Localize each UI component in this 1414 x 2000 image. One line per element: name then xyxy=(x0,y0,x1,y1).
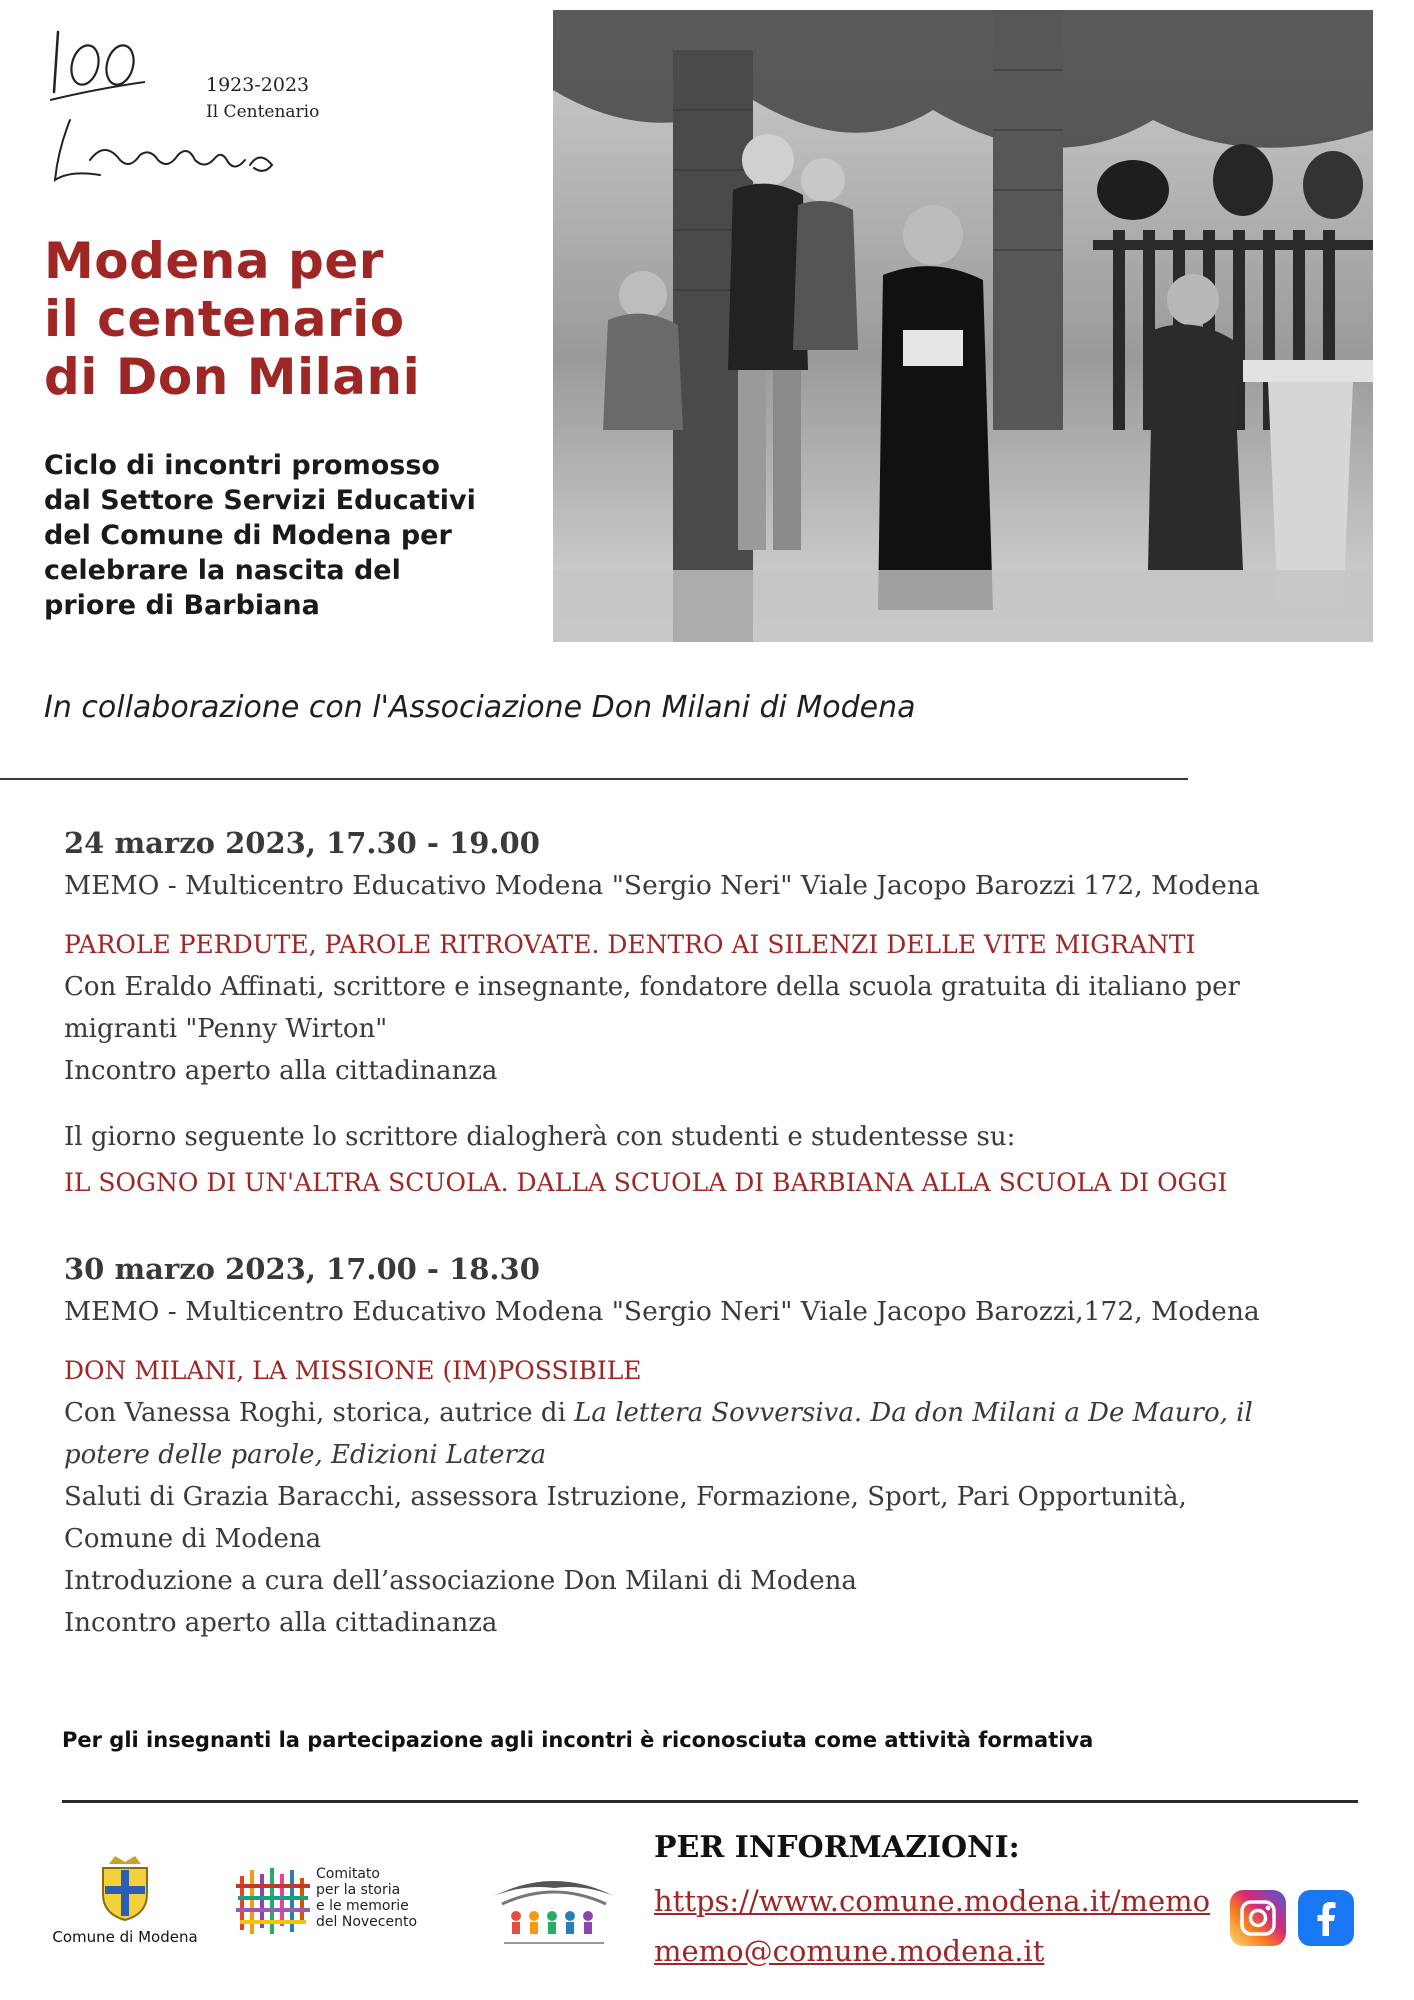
associazione-don-milani-logo xyxy=(484,1866,624,1956)
subtitle-line: Ciclo di incontri promosso xyxy=(44,450,440,481)
comitato-grid-icon xyxy=(236,1866,312,1936)
centenary-years: 1923-2023 xyxy=(206,74,310,96)
comune-di-modena-logo xyxy=(40,1856,210,1956)
event1-followup-title: IL SOGNO DI UN'ALTRA SCUOLA. DALLA SCUOLA DI BARBIANA ALLA SCUOLA DI OGGI xyxy=(64,1168,1228,1197)
collaboration-line: In collaborazione con l'Associazione Don Milani di Modena xyxy=(44,690,916,725)
event2-intro: Introduzione a cura dell’associazione Don Milani di Modena xyxy=(64,1566,857,1596)
instagram-icon[interactable] xyxy=(1230,1890,1286,1946)
event2-greetings: Saluti di Grazia Baracchi, assessora Istruzione, Formazione, Sport, Pari Opportunità, Comune di Modena xyxy=(64,1482,1187,1554)
website-link[interactable]: https://www.comune.modena.it/memo xyxy=(654,1884,1211,1918)
event2-date: 30 marzo 2023, 17.00 - 18.30 xyxy=(64,1252,540,1286)
comune-logo-caption: Comune di Modena xyxy=(52,1928,198,1946)
divider xyxy=(0,778,1188,780)
event2-open: Incontro aperto alla cittadinanza xyxy=(64,1608,498,1638)
subtitle-line: del Comune di Modena per xyxy=(44,520,452,551)
event1-speaker: Con Eraldo Affinati, scrittore e insegnante, fondatore della scuola gratuita di italiano per migranti "Penny Wirton" xyxy=(64,972,1240,1044)
event1-place: MEMO - Multicentro Educativo Modena "Sergio Neri" Viale Jacopo Barozzi 172, Modena xyxy=(64,870,1260,901)
title-line: di Don Milani xyxy=(44,348,421,406)
comitato-logo xyxy=(236,1866,436,1946)
event2-title: DON MILANI, LA MISSIONE (IM)POSSIBILE xyxy=(64,1356,642,1385)
event2-details xyxy=(64,1392,1304,1644)
facebook-icon[interactable] xyxy=(1298,1890,1354,1946)
event1-open: Incontro aperto alla cittadinanza xyxy=(64,1056,498,1086)
comitato-line: per la storia xyxy=(316,1882,401,1898)
comitato-line: Comitato xyxy=(316,1866,380,1882)
event1-details xyxy=(64,966,1294,1092)
info-heading: PER INFORMAZIONI: xyxy=(654,1830,1020,1865)
historic-photo xyxy=(553,10,1373,642)
event1-title: PAROLE PERDUTE, PAROLE RITROVATE. DENTRO AI SILENZI DELLE VITE MIGRANTI xyxy=(64,930,1196,959)
event1-followup: Il giorno seguente lo scrittore dialogherà con studenti e studentesse su: xyxy=(64,1122,1016,1152)
event1-date: 24 marzo 2023, 17.30 - 19.00 xyxy=(64,826,540,860)
subtitle-line: celebrare la nascita del xyxy=(44,555,401,586)
subtitle-line: dal Settore Servizi Educativi xyxy=(44,485,476,516)
event2-speaker xyxy=(64,1392,1304,1476)
coat-of-arms-icon xyxy=(95,1856,155,1922)
teacher-note: Per gli insegnanti la partecipazione agli incontri è riconosciuta come attività formativa xyxy=(62,1728,1094,1752)
centenary-label: Il Centenario xyxy=(206,102,320,122)
divider xyxy=(62,1800,1358,1803)
title-line: Modena per xyxy=(44,232,384,290)
comitato-line: e le memorie xyxy=(316,1898,409,1914)
comitato-line: del Novecento xyxy=(316,1914,418,1930)
event2-speaker-prefix: Con Vanessa Roghi, storica, autrice di xyxy=(64,1398,575,1428)
email-link[interactable]: memo@comune.modena.it xyxy=(654,1934,1045,1968)
title-line: il centenario xyxy=(44,290,405,348)
poster-subtitle xyxy=(44,448,544,623)
poster-title xyxy=(44,232,524,406)
event2-book-title: La lettera Sovversiva. Da don Milani a De Mauro, il potere delle parole, Edizioni Laterza xyxy=(64,1398,1253,1470)
event2-place: MEMO - Multicentro Educativo Modena "Sergio Neri" Viale Jacopo Barozzi,172, Modena xyxy=(64,1296,1260,1327)
comitato-logo-text xyxy=(316,1866,417,1930)
subtitle-line: priore di Barbiana xyxy=(44,590,320,621)
